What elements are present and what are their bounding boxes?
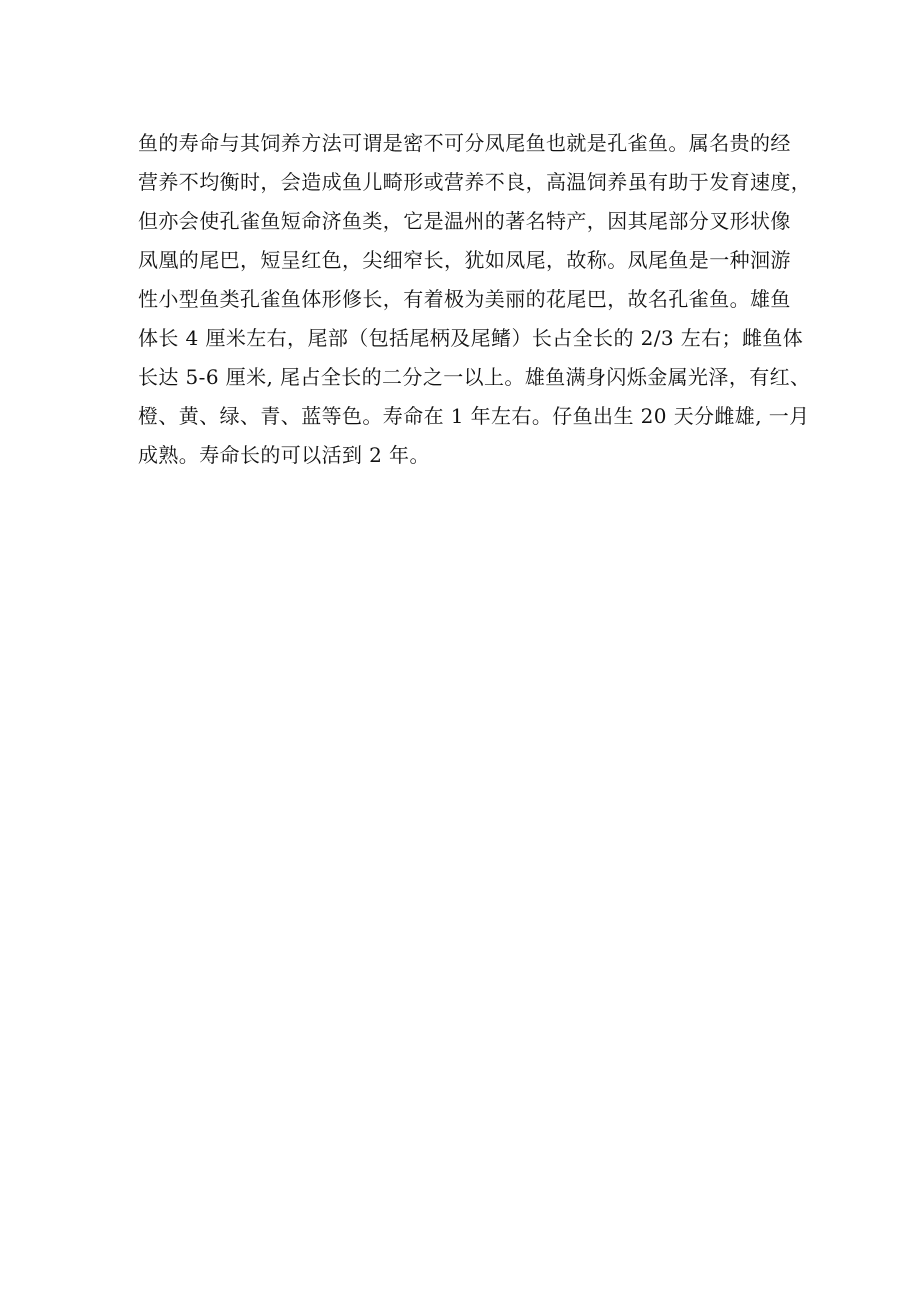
body-paragraph — [138, 124, 812, 475]
paragraph-line-2: 营养不均衡时，会造成鱼儿畸形或营养不良，高温饲养虽有助于发育速度， — [138, 170, 812, 194]
paragraph-line-1: 鱼的寿命与其饲养方法可谓是密不可分凤尾鱼也就是孔雀鱼。属名贵的经 — [138, 131, 791, 155]
paragraph-line-7: 长达 5-6 厘米, 尾占全长的二分之一以上。雄鱼满身闪烁金属光泽，有红、 — [138, 365, 811, 389]
paragraph-line-4: 凤凰的尾巴，短呈红色，尖细窄长，犹如凤尾，故称。凤尾鱼是一种洄游 — [138, 248, 791, 272]
paragraph-line-3: 但亦会使孔雀鱼短命济鱼类，它是温州的著名特产，因其尾部分叉形状像 — [138, 209, 791, 233]
paragraph-line-9: 成熟。寿命长的可以活到 2 年。 — [138, 443, 430, 467]
paragraph-line-5: 性小型鱼类孔雀鱼体形修长，有着极为美丽的花尾巴，故名孔雀鱼。雄鱼 — [138, 287, 791, 311]
paragraph-line-8: 橙、黄、绿、青、蓝等色。寿命在 1 年左右。仔鱼出生 20 天分雌雄, 一月 — [138, 404, 810, 428]
paragraph-line-6: 体长 4 厘米左右，尾部（包括尾柄及尾鳍）长占全长的 2/3 左右；雌鱼体 — [138, 326, 804, 350]
